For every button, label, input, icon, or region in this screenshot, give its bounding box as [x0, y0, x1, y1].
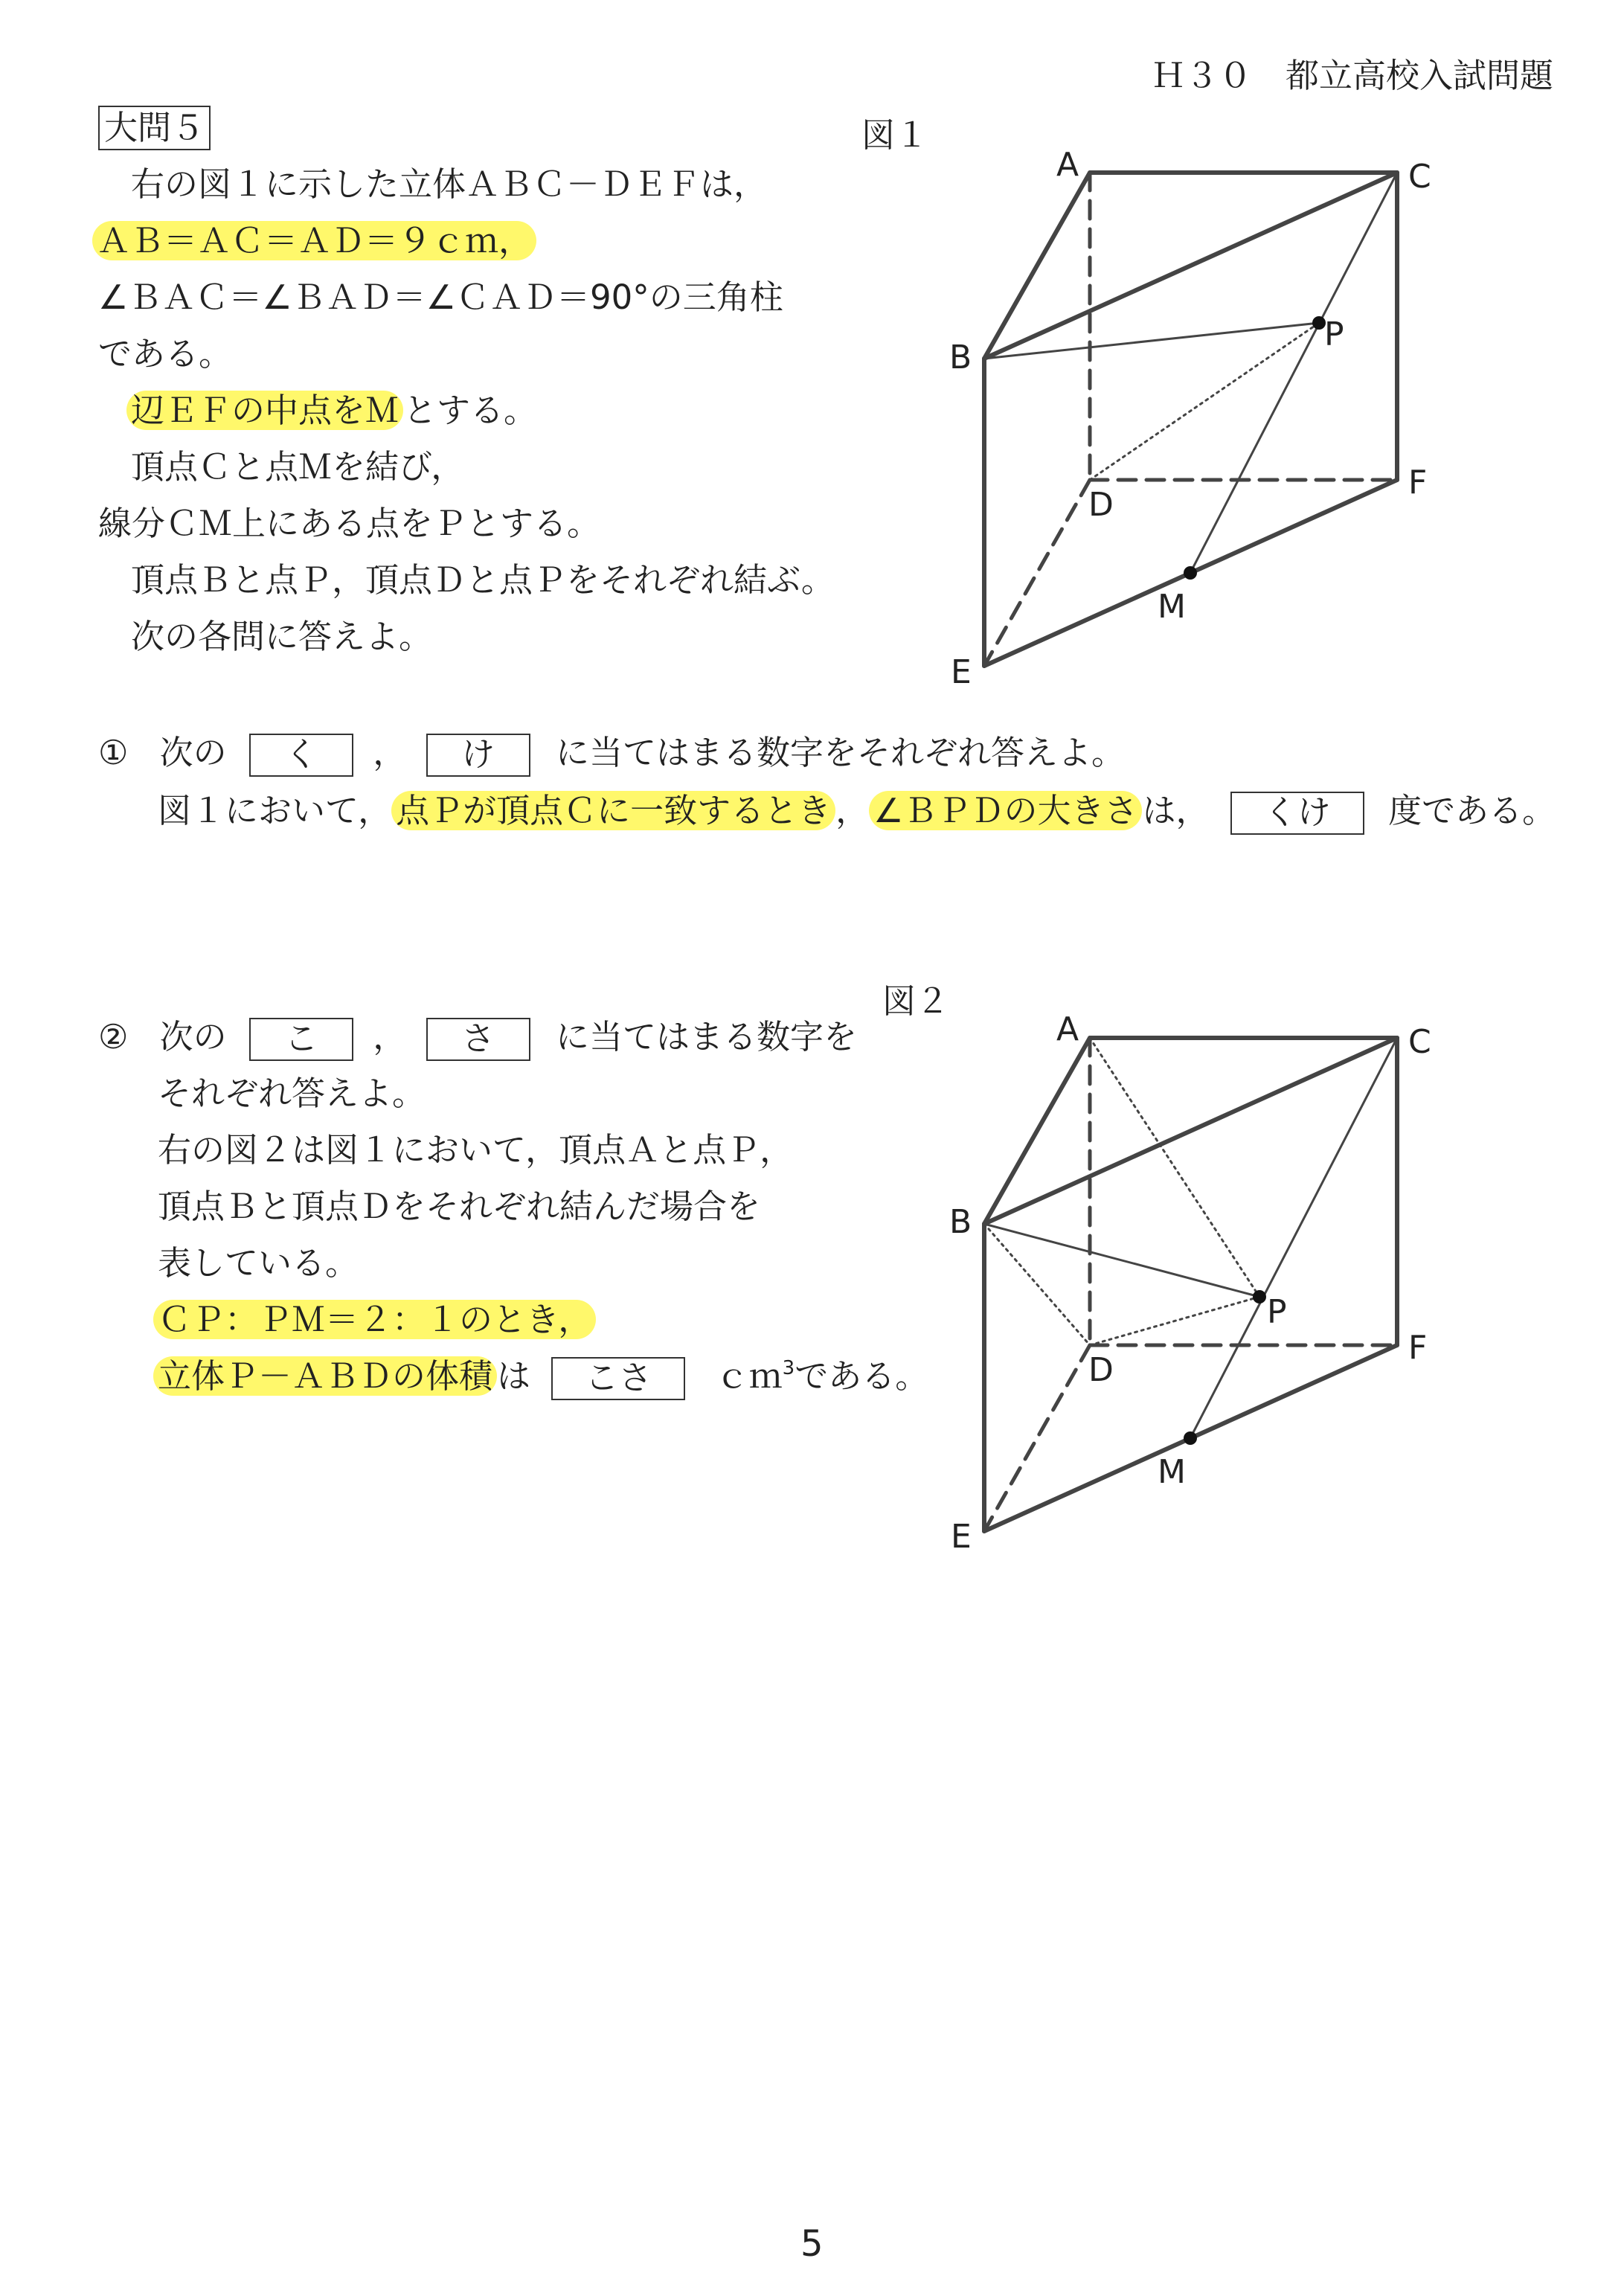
- intro-line-2: [92, 219, 536, 263]
- figure-2-prism: [937, 997, 1443, 1577]
- question-1-post: に当てはまる数字をそれぞれ答えよ。: [555, 733, 1125, 772]
- intro-line-5-rest: とする。: [403, 391, 538, 430]
- answer-box-ke: け: [426, 734, 530, 777]
- fig2-label-C: C: [1408, 1023, 1431, 1061]
- highlight-lengths: ＡＢ＝ＡＣ＝ＡＤ＝９ｃｍ，: [92, 221, 536, 260]
- question-1-line-2: [158, 789, 1556, 835]
- question-2-line-4: 頂点Ｂと頂点Ｄをそれぞれ結んだ場合を: [158, 1187, 761, 1226]
- answer-box-ku: く: [249, 734, 353, 777]
- fig1-label-B: B: [949, 339, 972, 376]
- question-2-comma: ，: [373, 1017, 407, 1056]
- fig2-label-E: E: [951, 1518, 972, 1556]
- volume-unit-exponent: 3: [782, 1357, 795, 1379]
- question-2-line-2: それぞれ答えよ。: [158, 1074, 426, 1113]
- intro-line-6: 頂点Ｃと点Ｍを結び，: [131, 447, 465, 487]
- highlight-p-equals-c: 点Ｐが頂点Ｃに一致するとき: [391, 791, 835, 830]
- question-2-particle: は: [497, 1356, 531, 1396]
- highlight-volume: 立体Ｐ－ＡＢＤの体積: [153, 1356, 497, 1396]
- question-2-line-6: [153, 1298, 596, 1342]
- figure-1-label: 図１: [861, 115, 929, 155]
- answer-box-kosa: こさ: [551, 1357, 685, 1400]
- intro-line-5: [126, 388, 537, 433]
- intro-line-4: である。: [98, 334, 233, 373]
- question-2-post: に当てはまる数字を: [555, 1017, 857, 1056]
- question-2-line-3: 右の図２は図１において，頂点Ａと点Ｐ，: [158, 1130, 794, 1170]
- question-1-particle: は，: [1142, 791, 1210, 830]
- highlight-ratio: ＣＰ：ＰＭ＝２：１のとき，: [153, 1300, 596, 1339]
- answer-box-sa: さ: [426, 1018, 530, 1061]
- question-2-line-1: [98, 1015, 857, 1061]
- figure-2-label: 図２: [882, 981, 950, 1021]
- fig1-label-C: C: [1408, 158, 1431, 196]
- intro-line-7: 線分ＣＭ上にある点をＰとする。: [98, 504, 601, 543]
- question-1-number: ①: [98, 733, 129, 772]
- fig1-label-P: P: [1324, 315, 1344, 353]
- fig2-label-F: F: [1408, 1329, 1428, 1367]
- question-2-number: ②: [98, 1017, 129, 1056]
- answer-box-ko: こ: [249, 1018, 353, 1061]
- question-2-pre: 次の: [159, 1017, 227, 1056]
- highlight-midpoint: 辺ＥＦの中点をＭ: [126, 391, 403, 430]
- exam-header: Ｈ３０ 都立高校入試問題: [1152, 56, 1554, 95]
- question-1-unit: 度である。: [1388, 791, 1556, 830]
- fig2-label-A: A: [1056, 1010, 1079, 1048]
- volume-unit-cm: ｃｍ: [715, 1356, 783, 1396]
- problem-title: 大問５: [98, 106, 211, 150]
- fig1-label-E: E: [951, 653, 972, 691]
- fig2-label-P: P: [1267, 1293, 1287, 1331]
- fig2-label-D: D: [1088, 1351, 1114, 1389]
- question-1-comma: ，: [373, 733, 407, 772]
- intro-line-1: 右の図１に示した立体ＡＢＣ－ＤＥＦは，: [131, 164, 768, 204]
- question-1-line-1: [98, 731, 1125, 777]
- question-2-ending: である。: [795, 1356, 929, 1396]
- fig1-label-M: M: [1158, 588, 1186, 626]
- answer-box-kuke: くけ: [1230, 792, 1364, 835]
- fig1-label-A: A: [1056, 146, 1079, 184]
- question-2-line-7: [153, 1354, 928, 1400]
- highlight-angle-bpd: ∠ＢＰＤの大きさ: [869, 791, 1142, 830]
- question-1-comma-2: ，: [835, 791, 870, 830]
- fig1-label-F: F: [1408, 464, 1428, 501]
- intro-line-9: 次の各問に答えよ。: [131, 617, 433, 656]
- intro-line-8: 頂点Ｂと点Ｐ，頂点Ｄと点Ｐをそれぞれ結ぶ。: [131, 560, 835, 600]
- question-2-line-5: 表している。: [158, 1243, 359, 1283]
- question-1-pre: 次の: [159, 733, 227, 772]
- volume-unit: [716, 1356, 795, 1396]
- question-1-figure-ref: 図１において，: [158, 791, 392, 830]
- intro-line-3: ∠ＢＡＣ＝∠ＢＡＤ＝∠ＣＡＤ＝90°の三角柱: [98, 278, 783, 317]
- fig1-label-D: D: [1088, 486, 1114, 524]
- fig2-label-B: B: [949, 1203, 972, 1241]
- figure-1-prism: [937, 126, 1443, 707]
- page-number: 5: [800, 2223, 824, 2265]
- fig2-label-M: M: [1158, 1453, 1186, 1491]
